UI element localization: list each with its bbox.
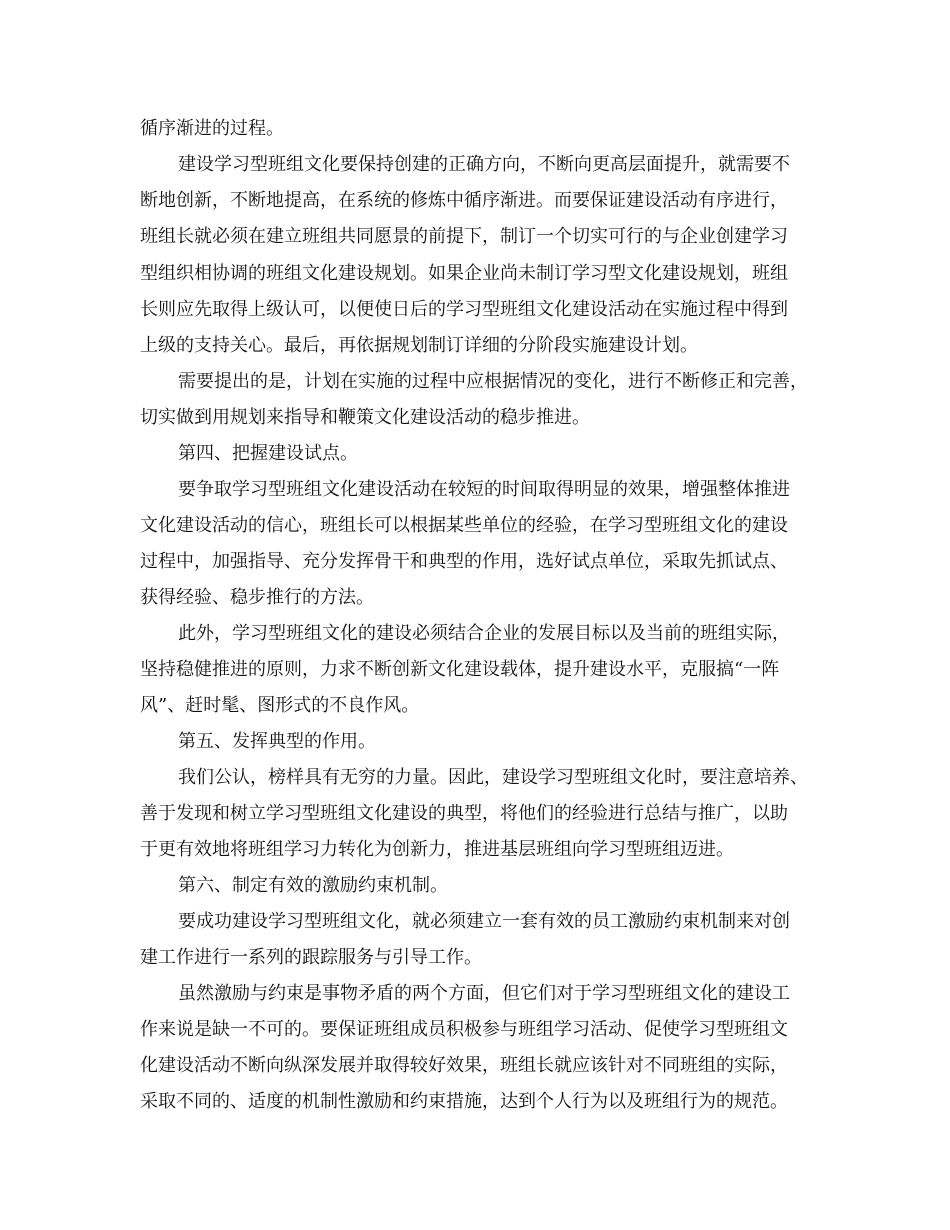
section-heading: 第六、制定有效的激励约束机制。 xyxy=(178,875,448,896)
text-line: 化建设活动不断向纵深发展并取得较好效果，班组长就应该针对不同班组的实际， xyxy=(140,1055,788,1076)
text-line: 采取不同的、适度的机制性激励和约束措施，达到个人行为以及班组行为的规范。 xyxy=(140,1091,788,1112)
section-heading: 第五、发挥典型的作用。 xyxy=(178,731,376,752)
text-line: 风”、赶时髦、图形式的不良作风。 xyxy=(140,695,420,716)
text-line: 过程中，加强指导、充分发挥骨干和典型的作用，选好试点单位，采取先抓试点、 xyxy=(140,551,788,572)
paragraph-start: 要争取学习型班组文化建设活动在较短的时间取得明显的效果，增强整体推进 xyxy=(178,479,790,500)
paragraph-start: 我们公认，榜样具有无穷的力量。因此，建设学习型班组文化时，要注意培养、 xyxy=(178,767,808,788)
paragraph-start: 此外，学习型班组文化的建设必须结合企业的发展目标以及当前的班组实际， xyxy=(178,623,790,644)
text-line: 文化建设活动的信心，班组长可以根据某些单位的经验，在学习型班组文化的建设 xyxy=(140,515,788,536)
paragraph-start: 要成功建设学习型班组文化，就必须建立一套有效的员工激励约束机制来对创 xyxy=(178,911,790,932)
text-line: 切实做到用规划来指导和鞭策文化建设活动的稳步推进。 xyxy=(140,407,590,428)
paragraph-start: 建设学习型班组文化要保持创建的正确方向，不断向更高层面提升，就需要不 xyxy=(178,154,790,175)
paragraph-start: 需要提出的是，计划在实施的过程中应根据情况的变化，进行不断修正和完善， xyxy=(178,371,808,392)
text-line: 坚持稳健推进的原则，力求不断创新文化建设载体，提升建设水平，克服搞“一阵 xyxy=(140,659,780,680)
text-line: 型组织相协调的班组文化建设规划。如果企业尚未制订学习型文化建设规划，班组 xyxy=(140,263,788,284)
section-heading: 第四、把握建设试点。 xyxy=(178,443,358,464)
text-line: 于更有效地将班组学习力转化为创新力，推进基层班组向学习型班组迈进。 xyxy=(140,839,734,860)
text-line: 上级的支持关心。最后，再依据规划制订详细的分阶段实施建设计划。 xyxy=(140,335,698,356)
text-line: 断地创新，不断地提高，在系统的修炼中循序渐进。而要保证建设活动有序进行， xyxy=(140,190,788,211)
text-line: 循序渐进的过程。 xyxy=(140,118,284,139)
text-line: 获得经验、稳步推行的方法。 xyxy=(140,587,374,608)
text-line: 善于发现和树立学习型班组文化建设的典型，将他们的经验进行总结与推广，以助 xyxy=(140,803,788,824)
text-line: 班组长就必须在建立班组共同愿景的前提下，制订一个切实可行的与企业创建学习 xyxy=(140,226,788,247)
paragraph-start: 虽然激励与约束是事物矛盾的两个方面，但它们对于学习型班组文化的建设工 xyxy=(178,983,790,1004)
text-line: 长则应先取得上级认可，以便使日后的学习型班组文化建设活动在实施过程中得到 xyxy=(140,299,788,320)
text-line: 作来说是缺一不可的。要保证班组成员积极参与班组学习活动、促使学习型班组文 xyxy=(140,1019,788,1040)
text-line: 建工作进行一系列的跟踪服务与引导工作。 xyxy=(140,947,482,968)
